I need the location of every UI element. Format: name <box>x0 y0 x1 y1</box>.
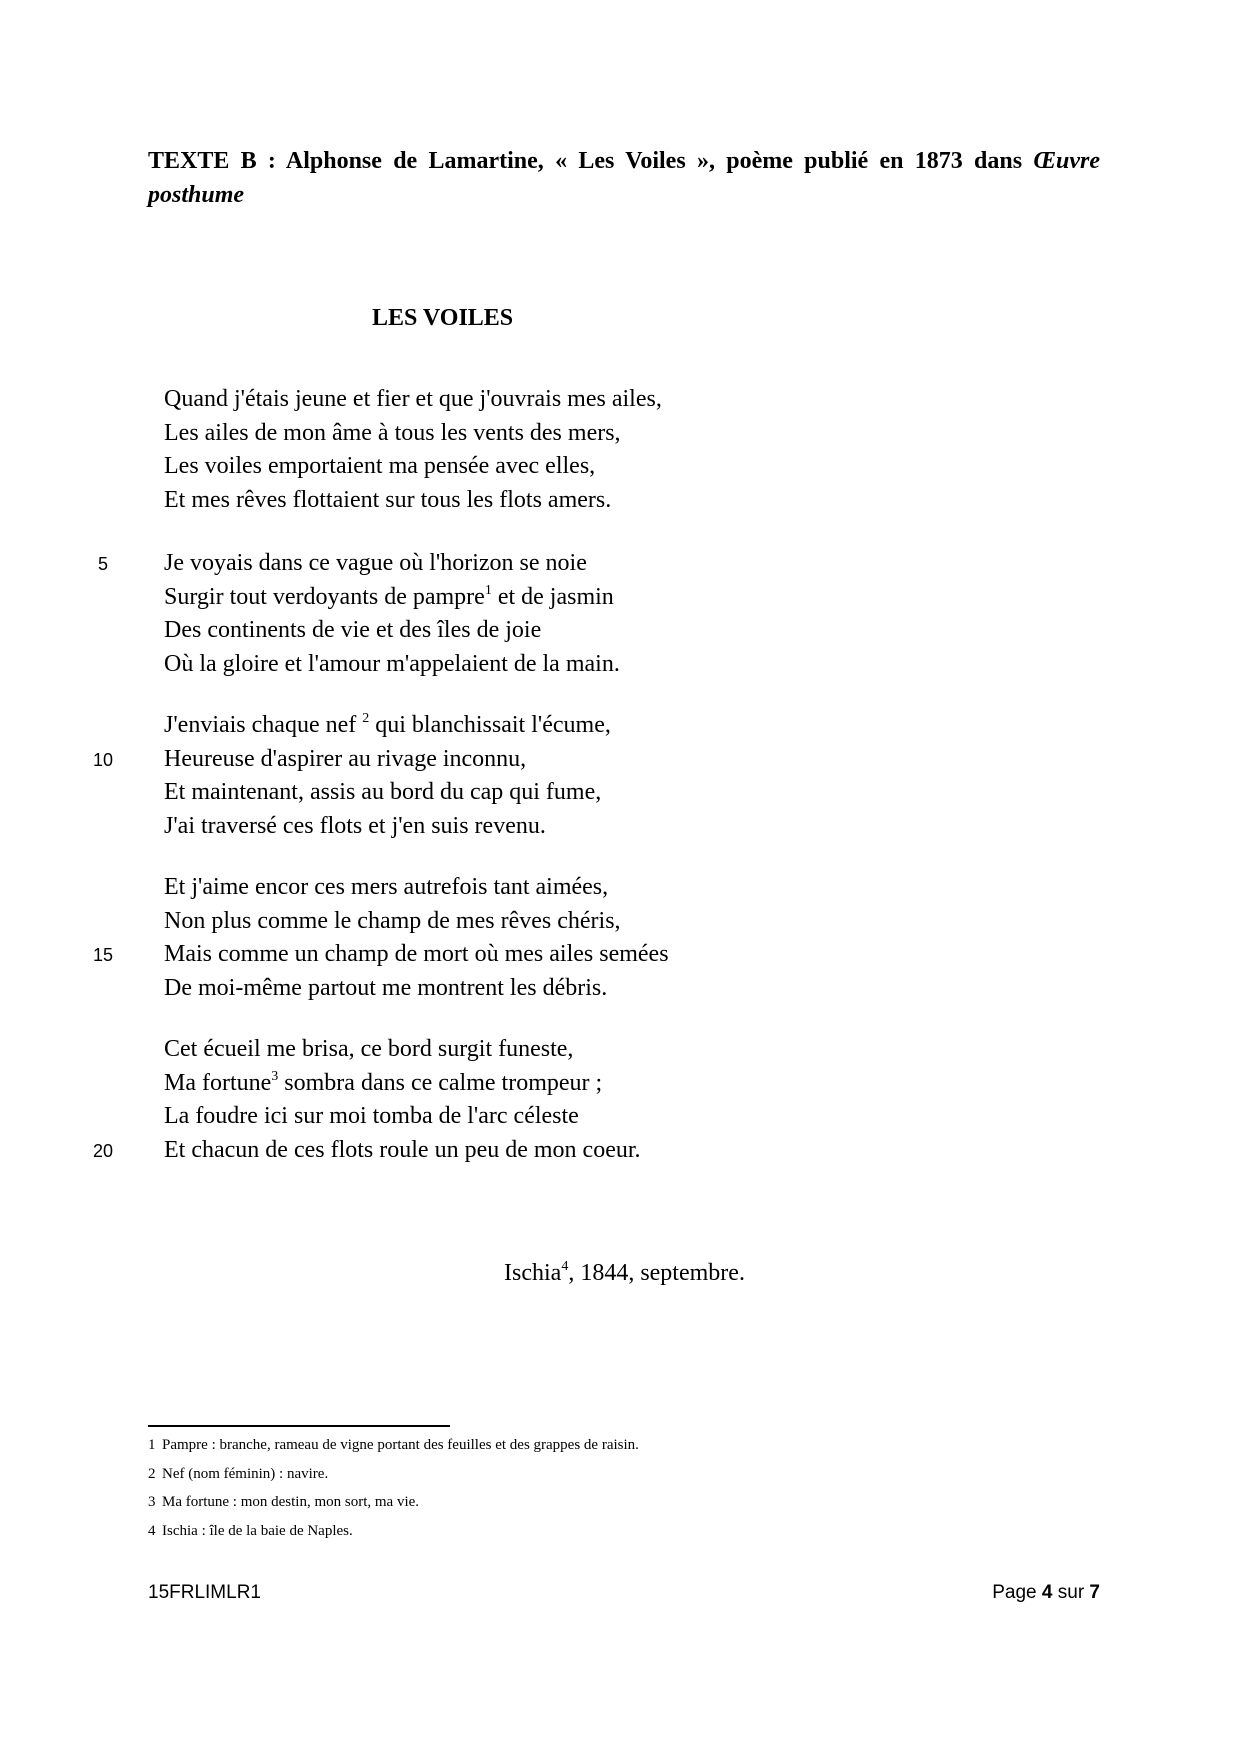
poem-line <box>164 648 620 682</box>
poem-line <box>164 776 611 810</box>
poem-line <box>97 547 620 581</box>
poem-line <box>164 972 669 1006</box>
footnote-number: 1 <box>148 1437 156 1453</box>
line-text: Je voyais dans ce vague où l'horizon se noie <box>164 550 587 576</box>
line-number: 15 <box>92 945 114 965</box>
line-text: Cet écueil me brisa, ce bord surgit funeste, <box>164 1036 574 1062</box>
footnote <box>148 1488 639 1517</box>
poem-line <box>164 905 669 939</box>
poem-title: LES VOILES <box>372 305 514 331</box>
line-text: Et maintenant, assis au bord du cap qui fume, <box>164 779 602 805</box>
footnote <box>148 1460 639 1489</box>
line-text: sombra dans ce calme trompeur ; <box>278 1069 603 1096</box>
stanza <box>92 1033 641 1167</box>
page-total: 7 <box>1089 1582 1100 1603</box>
page-current: 4 <box>1041 1582 1053 1603</box>
footnote-separator <box>148 1425 450 1427</box>
footnote-number: 4 <box>148 1522 156 1539</box>
stanza <box>92 709 611 843</box>
footnote-ref: 1 <box>484 582 492 598</box>
footnote <box>148 1431 639 1460</box>
footnote-text: Ischia : île de la baie de Naples. <box>162 1522 353 1539</box>
footnote-ref: 3 <box>271 1068 279 1084</box>
poem-line <box>164 614 620 648</box>
line-text: Où la gloire et l'amour m'appelaient de la main. <box>164 650 620 677</box>
footnote-number: 2 <box>148 1465 156 1482</box>
line-text: qui blanchissait l'écume, <box>369 712 611 738</box>
dateline-date: , 1844, septembre. <box>568 1260 745 1286</box>
line-number: 10 <box>92 749 114 770</box>
footnote-number: 3 <box>148 1494 156 1510</box>
footnote-text: Pampre : branche, rameau de vigne portant des feuilles et des grappes de raisin. <box>162 1437 639 1453</box>
poem-line <box>92 1134 641 1168</box>
page-number <box>992 1582 1100 1604</box>
poem-dateline <box>504 1256 745 1290</box>
poem-line <box>164 417 662 451</box>
stanza <box>97 547 620 681</box>
line-text: Les ailes de mon âme à tous les vents des mers, <box>164 419 621 446</box>
poem-line <box>164 383 662 417</box>
line-text: Quand j'étais jeune et fier et que j'ouvrais mes ailes, <box>164 386 662 412</box>
line-text: La foudre ici sur moi tomba de l'arc céleste <box>164 1103 579 1129</box>
line-text: Surgir tout verdoyants de pampre <box>164 583 485 610</box>
poem-line <box>164 1067 641 1101</box>
line-text: Ma fortune <box>164 1069 272 1096</box>
footnote <box>148 1517 639 1546</box>
poem-line <box>164 810 611 844</box>
poem-line <box>164 450 662 484</box>
line-text: J'ai traversé ces flots et j'en suis revenu. <box>164 812 546 839</box>
heading-text: TEXTE B : Alphonse de Lamartine, « Les Voiles », poème publié en 1873 dans <box>148 148 1034 174</box>
line-text: J'enviais chaque nef <box>164 712 363 738</box>
footnote-ref: 2 <box>362 711 370 726</box>
line-text: Non plus comme le champ de mes rêves chéris, <box>164 907 621 934</box>
poem-line <box>92 938 669 972</box>
line-number: 20 <box>92 1140 114 1161</box>
poem-line <box>164 581 620 615</box>
line-text: Les voiles emportaient ma pensée avec elles, <box>164 453 596 479</box>
line-text: De moi-même partout me montrent les débris. <box>164 974 608 1001</box>
poem-line <box>92 743 611 777</box>
footnote-text: Nef (nom féminin) : navire. <box>162 1465 329 1482</box>
line-text: Des continents de vie et des îles de joie <box>164 617 542 643</box>
stanza <box>92 871 669 1005</box>
line-text: Et j'aime encor ces mers autrefois tant aimées, <box>164 874 609 900</box>
page-prefix: Page <box>992 1582 1042 1603</box>
line-text: Heureuse d'aspirer au rivage inconnu, <box>164 745 527 772</box>
line-text: et de jasmin <box>491 583 614 610</box>
line-number: 5 <box>97 554 108 574</box>
line-text: Mais comme un champ de mort où mes ailes semées <box>164 941 669 967</box>
document-code: 15FRLIMLR1 <box>148 1582 261 1603</box>
line-text: Et chacun de ces flots roule un peu de mon coeur. <box>164 1136 641 1163</box>
footnotes <box>148 1431 639 1545</box>
dateline-place: Ischia <box>504 1260 562 1286</box>
poem-line <box>164 871 669 905</box>
footnote-ref: 4 <box>561 1259 569 1274</box>
poem-line <box>164 484 662 518</box>
poem-line <box>164 709 611 743</box>
stanza <box>164 383 662 517</box>
footnote-text: Ma fortune : mon destin, mon sort, ma vie. <box>162 1494 420 1510</box>
document-heading <box>148 144 1100 212</box>
page-separator: sur <box>1052 1582 1090 1603</box>
line-text: Et mes rêves flottaient sur tous les flots amers. <box>164 486 612 513</box>
publication-title: Œuvre posthume <box>148 148 1100 208</box>
poem-line <box>164 1100 641 1134</box>
poem-line <box>164 1033 641 1067</box>
